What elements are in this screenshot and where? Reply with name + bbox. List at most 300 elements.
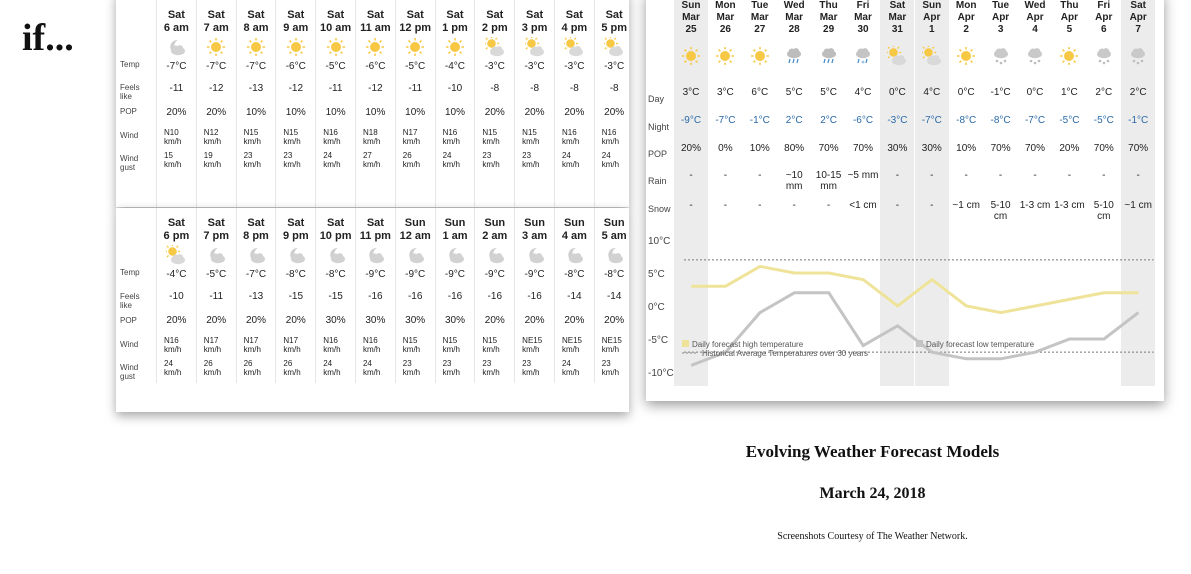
hour-gust-unit: km/h	[522, 160, 540, 169]
hour-wind-unit: km/h	[362, 345, 381, 354]
hour-wind-unit: km/h	[323, 345, 341, 354]
hour-wind-unit: km/h	[402, 137, 421, 146]
hour-day: Sat	[327, 9, 345, 21]
daily-month: Mar	[716, 12, 735, 23]
daily-high: 6°C	[751, 87, 769, 98]
daily-high: 4°C	[854, 87, 872, 98]
daily-month: Mar	[888, 12, 907, 23]
daily-rain: -	[964, 170, 968, 181]
hour-gust: 23	[283, 151, 293, 160]
daily-weekday: Sun	[922, 0, 942, 11]
daily-weekday: Thu	[1060, 0, 1079, 11]
daily-date: 29	[823, 24, 835, 35]
hour-wind-unit: km/h	[601, 137, 620, 146]
hourly-column	[275, 0, 315, 207]
daily-weekday: Sat	[889, 0, 906, 11]
daily-rain: -	[895, 170, 900, 181]
daily-low: -8°C	[990, 115, 1011, 126]
daily-month: Apr	[991, 12, 1010, 23]
hour-temp: -8°C	[325, 269, 346, 280]
hour-feels-like: -16	[407, 291, 423, 302]
label-gust-2: gust	[120, 163, 136, 172]
hourly-column	[395, 0, 435, 207]
daily-weekday: Wed	[1024, 0, 1046, 11]
hour-time: 11 pm	[359, 230, 391, 242]
daily-rain: -	[758, 170, 762, 181]
hour-wind-unit: km/h	[442, 137, 460, 146]
hour-wind-unit: km/h	[482, 137, 500, 146]
hour-time: 12 am	[399, 230, 431, 242]
hour-gust: 23	[482, 359, 492, 368]
daily-low: -3°C	[887, 115, 908, 126]
hourly-column	[554, 208, 594, 383]
hour-wind-unit: km/h	[243, 137, 261, 146]
sun-cloud-icon	[475, 37, 514, 57]
hour-time: 8 am	[243, 22, 269, 34]
legend-low-label: Daily forecast low temperature	[926, 340, 1035, 349]
hour-gust: 23	[442, 359, 452, 368]
daily-month: Apr	[957, 12, 975, 23]
hour-feels-like: -11	[408, 83, 423, 94]
daily-month: Apr	[1095, 12, 1113, 23]
hour-gust: 24	[601, 151, 611, 160]
daily-rain: 10-15 mm	[815, 170, 842, 192]
daily-weekday: Sat	[1130, 0, 1146, 11]
hour-temp: -5°C	[206, 269, 227, 280]
hour-temp: -9°C	[444, 269, 466, 280]
hour-wind: N16	[164, 336, 179, 345]
hour-temp: -5°C	[325, 61, 346, 72]
hour-wind-unit: km/h	[561, 345, 580, 354]
daily-snow: ~1 cm	[1124, 200, 1152, 211]
hour-temp: -7°C	[245, 269, 267, 280]
hour-time: 10 pm	[319, 230, 352, 242]
hourly-column	[156, 0, 196, 207]
y-tick-label: -5°C	[648, 335, 669, 346]
daily-weekday: Sun	[681, 0, 701, 11]
hour-time: 10 am	[319, 22, 352, 34]
hour-gust-unit: km/h	[203, 160, 222, 169]
daily-snow: 1-3 cm	[1019, 200, 1051, 211]
hour-feels-like: -16	[368, 291, 383, 302]
label-night: Night	[648, 122, 670, 132]
hour-temp: -9°C	[484, 269, 505, 280]
legend-low-swatch	[916, 340, 923, 347]
hour-gust-unit: km/h	[203, 368, 222, 377]
hour-feels-like: -12	[368, 83, 383, 94]
hour-wind: N18	[362, 128, 378, 137]
daily-weekday: Fri	[856, 0, 870, 11]
moon-cloud-icon	[436, 245, 475, 265]
hour-pop: 20%	[206, 107, 227, 118]
label-rain: Rain	[648, 176, 667, 186]
hour-temp: -7°C	[245, 61, 267, 72]
hour-wind: N15	[482, 336, 498, 345]
sun-icon	[197, 37, 236, 57]
hour-wind: N10	[164, 128, 179, 137]
hour-pop: 20%	[484, 315, 505, 326]
y-tick-label: 5°C	[648, 269, 665, 280]
daily-month: Apr	[1026, 12, 1044, 23]
daily-rain: -	[723, 170, 728, 181]
hour-time: 11 am	[360, 22, 391, 34]
hour-feels-like: -16	[487, 291, 502, 302]
hour-gust-unit: km/h	[561, 160, 580, 169]
hour-wind: N16	[442, 128, 458, 137]
hour-temp: -4°C	[166, 269, 187, 280]
hour-day: Sat	[287, 9, 305, 21]
hour-gust-unit: km/h	[482, 160, 500, 169]
daily-snow: -	[689, 200, 693, 211]
daily-low: -6°C	[852, 115, 874, 126]
moon-cloud-icon	[396, 245, 435, 265]
hourly-column	[156, 208, 196, 383]
hour-pop: 10%	[245, 107, 266, 118]
daily-date: 7	[1135, 24, 1141, 35]
hour-time: 3 pm	[521, 22, 548, 34]
daily-low: -7°C	[1024, 115, 1046, 126]
heading-if: if...	[22, 17, 74, 59]
daily-weekday: Mon	[715, 0, 736, 11]
hourly-column	[275, 208, 315, 383]
hourly-column	[315, 0, 355, 207]
daily-forecast-panel	[646, 0, 1164, 401]
sun-cloud-icon	[595, 37, 634, 57]
daily-high: 3°C	[716, 87, 734, 98]
hour-temp: -8°C	[604, 269, 625, 280]
hour-feels-like: -10	[169, 291, 184, 302]
hour-gust-unit: km/h	[522, 368, 540, 377]
daily-date: 30	[857, 24, 869, 35]
hour-day: Sat	[446, 9, 464, 21]
hour-gust-unit: km/h	[442, 368, 460, 377]
hour-day: Sat	[247, 217, 265, 229]
daily-high: 2°C	[1095, 87, 1113, 98]
hour-gust: 24	[323, 151, 333, 160]
hourly-column	[355, 0, 395, 207]
hour-feels-like: -8	[609, 83, 619, 94]
hour-time: 5 am	[601, 230, 627, 242]
hour-pop: 20%	[564, 315, 585, 326]
hour-day: Sun	[444, 217, 466, 229]
hour-pop: 10%	[405, 107, 426, 118]
hour-pop: 20%	[166, 315, 187, 326]
daily-pop: 20%	[1059, 143, 1080, 154]
hour-day: Sun	[524, 217, 545, 229]
hourly-column	[474, 208, 514, 383]
hour-gust-unit: km/h	[164, 160, 182, 169]
daily-snow: 5-10 cm	[990, 200, 1011, 222]
daily-snow: 1-3 cm	[1054, 200, 1085, 211]
hour-wind: NE15	[601, 336, 622, 345]
hour-time: 1 am	[442, 230, 468, 242]
label-wind: Wind	[120, 340, 139, 349]
y-tick-label: 10°C	[648, 236, 671, 247]
label-gust-2: gust	[120, 372, 136, 381]
hour-pop: 30%	[405, 315, 426, 326]
hour-feels-like: -15	[328, 291, 343, 302]
daily-low: 2°C	[820, 115, 837, 126]
moon-cloud-icon	[237, 245, 276, 265]
daily-month: Mar	[785, 12, 804, 23]
sun-cloud-icon	[555, 37, 594, 57]
daily-snow: ~1 cm	[952, 200, 980, 211]
daily-pop: 80%	[784, 143, 805, 154]
daily-date: 1	[929, 24, 935, 35]
daily-rain: ~5 mm	[847, 170, 879, 181]
hour-pop: 20%	[604, 315, 625, 326]
hour-temp: -9°C	[405, 269, 426, 280]
hour-wind: N15	[402, 336, 418, 345]
moon-cloud-icon	[157, 37, 196, 57]
hour-gust-unit: km/h	[402, 160, 421, 169]
daily-date: 5	[1066, 24, 1073, 35]
hourly-column	[594, 208, 634, 383]
hour-pop: 10%	[325, 107, 346, 118]
hour-wind-unit: km/h	[362, 137, 381, 146]
hour-gust-unit: km/h	[362, 368, 381, 377]
daily-snow: -	[723, 200, 728, 211]
moon-cloud-icon	[316, 245, 355, 265]
hour-wind: N16	[323, 128, 338, 137]
daily-date: 27	[754, 24, 766, 35]
hourly-column	[315, 208, 355, 383]
hour-gust-unit: km/h	[243, 160, 261, 169]
hour-time: 7 am	[203, 22, 229, 34]
hour-temp: -3°C	[524, 61, 545, 72]
hour-pop: 20%	[285, 315, 306, 326]
daily-high: 2°C	[1129, 87, 1147, 98]
moon-cloud-icon	[475, 245, 514, 265]
hour-gust: 24	[323, 359, 333, 368]
hour-gust-unit: km/h	[402, 368, 421, 377]
hour-pop: 20%	[524, 107, 545, 118]
hour-temp: -6°C	[365, 61, 386, 72]
hourly-column	[594, 0, 634, 207]
daily-pop: 10%	[956, 143, 977, 154]
hour-pop: 30%	[325, 315, 346, 326]
hour-gust: 15	[164, 151, 173, 160]
legend-high-swatch	[682, 340, 689, 347]
hour-feels-like: -11	[328, 83, 343, 94]
hour-wind-unit: km/h	[283, 345, 301, 354]
hour-time: 6 pm	[163, 230, 190, 242]
label-temp: Temp	[120, 60, 140, 69]
daily-weekday: Tue	[751, 0, 769, 11]
hour-day: Sat	[287, 217, 305, 229]
hour-time: 8 pm	[243, 230, 269, 242]
hour-feels-like: -11	[169, 83, 184, 94]
hour-pop: 20%	[604, 107, 625, 118]
daily-pop: 70%	[1024, 143, 1045, 154]
hourly-forecast-panel-top	[116, 0, 629, 207]
hour-gust: 26	[283, 359, 293, 368]
hour-wind-unit: km/h	[164, 137, 182, 146]
y-tick-label: 0°C	[648, 302, 665, 313]
hour-temp: -7°C	[206, 61, 227, 72]
hour-temp: -9°C	[524, 269, 545, 280]
sun-icon	[276, 37, 315, 57]
hour-wind: N16	[561, 128, 577, 137]
hour-time: 6 am	[163, 22, 189, 34]
daily-date: 4	[1032, 24, 1038, 35]
daily-high: 0°C	[957, 87, 975, 98]
hourly-column	[435, 0, 475, 207]
page-credit: Screenshots Courtesy of The Weather Network.	[777, 531, 968, 542]
hour-wind: NE15	[561, 336, 582, 345]
hour-gust: 26	[402, 151, 412, 160]
hour-wind: N17	[283, 336, 299, 345]
daily-date: 3	[997, 24, 1004, 35]
hour-wind: N15	[243, 128, 259, 137]
daily-high: 1°C	[1060, 87, 1078, 98]
hour-temp: -9°C	[365, 269, 386, 280]
sun-icon	[237, 37, 276, 57]
sun-icon	[316, 37, 355, 57]
legend-avg-label: Historical Average Temperatures over 30 years	[702, 349, 869, 358]
hour-wind-unit: km/h	[482, 345, 500, 354]
hour-day: Sat	[366, 9, 384, 21]
hour-gust: 23	[482, 151, 492, 160]
hourly-column	[435, 208, 475, 383]
daily-rain: -	[1136, 170, 1140, 181]
hour-gust-unit: km/h	[561, 368, 580, 377]
hour-gust-unit: km/h	[283, 368, 301, 377]
hour-gust: 23	[601, 359, 611, 368]
label-day: Day	[648, 94, 665, 104]
hourly-column	[474, 0, 514, 207]
daily-snow: -	[792, 200, 796, 211]
hour-feels-like: -14	[606, 291, 622, 302]
hour-gust: 23	[522, 151, 532, 160]
hour-gust: 24	[561, 359, 571, 368]
moon-cloud-icon	[197, 245, 236, 265]
daily-low: -5°C	[1093, 115, 1114, 126]
hourly-column	[355, 208, 395, 383]
daily-rain: -	[689, 170, 693, 181]
high-temperature-line	[691, 266, 1138, 312]
label-pop: POP	[120, 107, 137, 116]
hour-time: 12 pm	[399, 22, 432, 34]
hour-wind-unit: km/h	[283, 137, 301, 146]
hour-gust-unit: km/h	[283, 160, 301, 169]
hour-gust-unit: km/h	[601, 160, 620, 169]
hour-pop: 20%	[206, 315, 227, 326]
hour-gust-unit: km/h	[362, 160, 381, 169]
hour-wind: N12	[203, 128, 219, 137]
daily-date: 28	[788, 24, 800, 35]
hour-wind: N16	[323, 336, 338, 345]
hour-gust: 26	[243, 359, 253, 368]
daily-high: 3°C	[682, 87, 700, 98]
daily-month: Mar	[750, 12, 769, 23]
hour-gust-unit: km/h	[243, 368, 261, 377]
hour-gust-unit: km/h	[323, 160, 341, 169]
hour-time: 1 pm	[442, 22, 468, 34]
hour-pop: 30%	[365, 315, 386, 326]
daily-weekday: Fri	[1097, 0, 1111, 11]
daily-date: 2	[963, 24, 969, 35]
label-temp: Temp	[120, 268, 140, 277]
hour-gust-unit: km/h	[164, 368, 182, 377]
hour-feels-like: -13	[248, 291, 264, 302]
hour-time: 9 am	[283, 22, 309, 34]
daily-pop: 70%	[818, 143, 839, 154]
label-gust: Wind	[120, 363, 139, 372]
hour-pop: 20%	[166, 107, 187, 118]
daily-month: Mar	[819, 12, 838, 23]
hour-time: 5 pm	[601, 22, 627, 34]
hour-temp: -3°C	[484, 61, 505, 72]
label-feels: Feels	[120, 83, 140, 92]
hour-gust: 24	[442, 151, 452, 160]
hour-wind-unit: km/h	[203, 137, 222, 146]
hour-wind-unit: km/h	[203, 345, 222, 354]
hour-day: Sun	[563, 217, 585, 229]
hour-pop: 20%	[524, 315, 545, 326]
hour-wind: N15	[482, 128, 498, 137]
hour-temp: -4°C	[444, 61, 466, 72]
hour-wind-unit: km/h	[323, 137, 341, 146]
daily-rain: -	[998, 170, 1003, 181]
hourly-column	[196, 0, 236, 207]
daily-weekday: Mon	[955, 0, 977, 11]
hour-pop: 10%	[365, 107, 386, 118]
hourly-column	[554, 0, 594, 207]
daily-low: -7°C	[715, 115, 736, 126]
daily-pop: 20%	[680, 143, 701, 154]
daily-month: Apr	[923, 12, 941, 23]
hour-wind: N15	[283, 128, 299, 137]
hour-wind-unit: km/h	[243, 345, 261, 354]
daily-rain: -	[930, 170, 934, 181]
hourly-row-labels	[116, 208, 156, 383]
daily-pop: 70%	[1093, 143, 1114, 154]
daily-date: 25	[685, 24, 697, 35]
hour-wind-unit: km/h	[164, 345, 182, 354]
daily-pop: 70%	[990, 143, 1011, 154]
hour-temp: -3°C	[564, 61, 585, 72]
daily-rain: -	[1067, 170, 1072, 181]
hour-temp: -7°C	[166, 61, 187, 72]
hour-feels-like: -12	[288, 83, 304, 94]
hour-wind: N16	[601, 128, 617, 137]
daily-rain: -	[1033, 170, 1037, 181]
hour-gust: 27	[362, 151, 372, 160]
hour-temp: -6°C	[285, 61, 306, 72]
daily-low: -8°C	[956, 115, 977, 126]
hour-wind-unit: km/h	[442, 345, 460, 354]
hour-feels-like: -11	[209, 291, 224, 302]
daily-pop: 10%	[749, 143, 770, 154]
hour-gust: 24	[561, 151, 571, 160]
hour-temp: -8°C	[285, 269, 306, 280]
daily-high: -1°C	[990, 87, 1011, 98]
daily-month: Mar	[854, 12, 872, 23]
hour-feels-like: -12	[208, 83, 224, 94]
daily-low: -5°C	[1059, 115, 1080, 126]
daily-pop: 30%	[887, 143, 908, 154]
label-wind: Wind	[120, 131, 139, 140]
hour-day: Sat	[565, 9, 583, 21]
hour-feels-like: -15	[288, 291, 304, 302]
daily-rain: -	[1102, 170, 1106, 181]
label-gust: Wind	[120, 154, 139, 163]
hour-feels-like: -16	[447, 291, 463, 302]
hourly-column	[236, 0, 276, 207]
hour-pop: 10%	[444, 107, 465, 118]
hour-gust: 23	[522, 359, 532, 368]
